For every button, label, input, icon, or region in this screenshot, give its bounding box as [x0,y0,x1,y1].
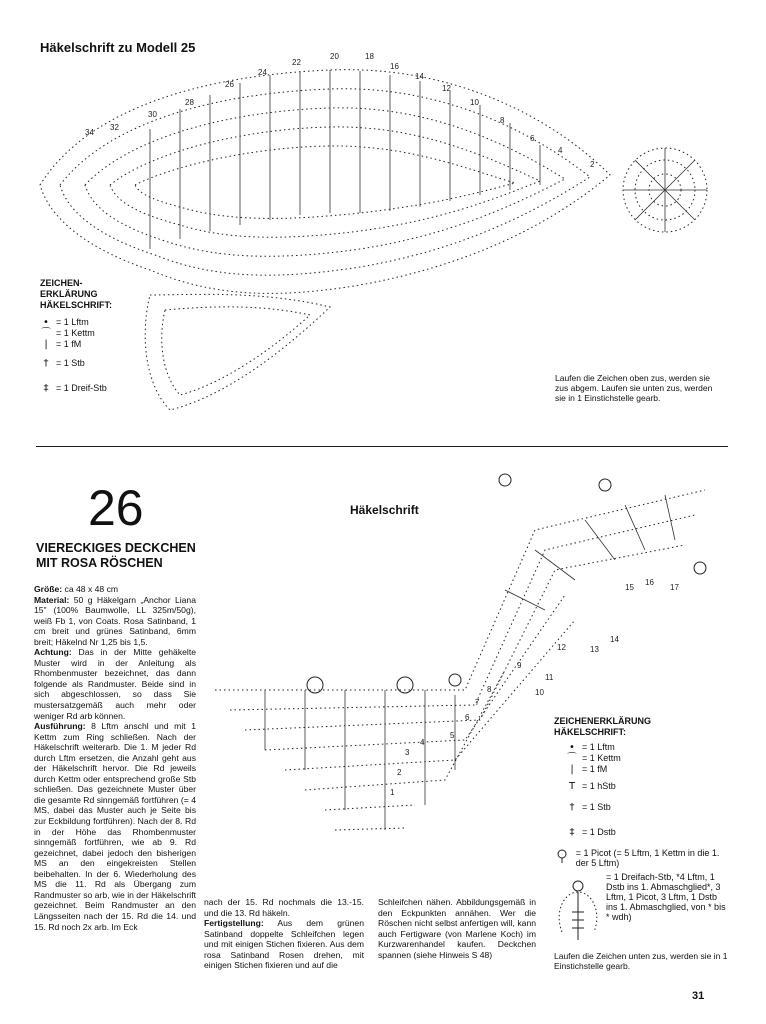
chart-title: Häkelschrift [350,503,419,517]
model26-legend-note: Laufen die Zeichen unten zus, werden sie in 1 Einstichstelle gearb. [554,951,728,971]
round-label: 30 [148,110,157,119]
round-label: 13 [590,645,599,654]
round-label: 1 [390,788,395,797]
round-label: 10 [470,98,479,107]
round-label: 2 [397,768,402,777]
round-label: 9 [517,661,522,670]
round-label: 6 [530,134,535,143]
round-label: 5 [450,731,455,740]
legend-item: ‡ = 1 Dstb [569,827,616,838]
round-label: 14 [610,635,619,644]
legend-item: † = 1 Stb [569,802,611,813]
instructions-col-3: Schleifchen nähen. Abbildungsgemäß in den Eckpunkten annähen. Wer die Röschen nicht selbst anfertigen will, kann auch Fertigware (von Marlene Koch) im Kurzwarenhandel kaufen. Deckchen spannen (siehe Hinweis S 48) [378,897,536,960]
instructions-col-2: nach der 15. Rd nochmals die 13.-15. und die 13. Rd häkeln. Fertigstellung: Aus dem grünen Satinband doppelte Schleifchen legen und mit einigen Stichen fixieren. Aus dem rosa Satinband Rosen drehen, mit einigen Stichen fixieren und auf die [204,897,364,971]
round-label: 24 [258,68,267,77]
round-label: 20 [330,52,339,61]
round-label: 12 [442,84,451,93]
round-label: 14 [415,72,424,81]
round-label: 3 [405,748,410,757]
round-label: 32 [110,123,119,132]
round-label: 2 [590,160,595,169]
round-label: 16 [390,62,399,71]
legend-title: ZEICHEN- ERKLÄRUNG HÄKELSCHRIFT: [40,278,112,310]
legend-item: • = 1 Lftm [569,742,615,753]
legend-item: | = 1 fM [570,764,608,775]
legend-item: † = 1 Stb [43,358,85,369]
round-label: 28 [185,98,194,107]
round-label: 12 [557,643,566,652]
round-label: 10 [535,688,544,697]
round-label: 8 [487,685,492,694]
dreifach-legend: = 1 Dreifach-Stb, *4 Lftm, 1 Dstb ins 1. Abmaschglied*, 3 Lftm, 1 Picot, 3 Lftm, 1 Dstb ins 1. Abmaschglied, von * bis * wdh) [554,872,729,947]
legend-item: T = 1 hStb [568,781,616,792]
model26-legend [554,716,729,971]
round-label: 4 [558,146,563,155]
round-label: 11 [545,673,554,682]
legend-item: ⌒ = 1 Kettm [41,328,95,339]
model-title: VIERECKIGES DECKCHEN MIT ROSA RÖSCHEN [36,541,196,570]
legend-title: ZEICHENERKLÄRUNG HÄKELSCHRIFT: [554,716,652,737]
round-label: 16 [645,578,654,587]
round-label: 18 [365,52,374,61]
top-note: Laufen die Zeichen oben zus, werden sie zus abgem. Laufen sie unten zus, werden sie in 1 Einstichstelle gearb. [555,373,713,403]
legend-item: • = 1 Lftm [43,317,89,328]
round-label: 15 [625,583,634,592]
round-label: 34 [85,128,94,137]
divider [36,446,728,447]
picot-legend: = 1 Picot (= 5 Lftm, 1 Kettm in die 1. der 5 Lftm) [554,848,729,868]
top-legend [40,278,160,394]
top-chart-title: Häkelschrift zu Modell 25 [40,40,196,55]
round-label: 4 [420,738,425,747]
round-label: 8 [500,116,505,125]
page-number: 31 [692,990,705,1002]
round-label: 17 [670,583,679,592]
round-label: 26 [225,80,234,89]
legend-item: | = 1 fM [44,339,82,350]
instructions-col-1: Größe: ca 48 x 48 cm Material: 50 g Häkelgarn „Anchor Liana 15" (100% Baumwolle, LL 325m/50g), weiß Fb 1, von Coats. Rosa Satinband, 1 cm breit und grünes Satinband, 6mm breit; Häkelnd Nr 1,25 bis 1,5. Achtung: Das in der Mitte gehäkelte Muster wird in der Anleitung als Rhombenmuster bezeichnet, das dann folgende als Randmuster. Beide sind in sich abgeschlossen, so dass Sie mustersatzgemäß auch mehr oder weniger Rd arb können. Ausführung: 8 Lftm anschl und mit 1 Kettm zum Ring schließen. Nach der Häkelschrift weiterarb. Die 1. M jeder Rd durch Lftm ersetzen, die Anzahl geht aus der Häkelschrift hervor. Die Rd jeweils durch Kettm oder entsprechend große Stb schließen. Das gezeichnete Muster über die gesamte Rd sinngemäß fortführen (= 4 MS, dabei das Muster auch je Seite bis zur Eckbildung fortführen). Nach der 8. Rd in der Höhe das Rhombenmuster sinngemäß fortführen, wie ab 9. Rd gezeichnet, dabei jedoch den bisherigen MS an den eingekreisten Stellen beibehalten. In der 6. Wiederholung des MS die 11. Rd als Übergang zum Randmuster so arb, wie in der Häkelschrift gezeichnet. Beim Randmuster an den Längsseiten nach der 15. Rd die 14. und 15. Rd noch 2x arb. Im Eck [34,584,196,932]
legend-item: ⌒ = 1 Kettm [567,753,621,764]
round-label: 7 [475,698,480,707]
dreifach-stb-icon [554,872,602,947]
round-label: 22 [292,58,301,67]
model-number: 26 [88,480,144,536]
round-label: 6 [465,713,470,722]
legend-item: ‡ = 1 Dreif-Stb [43,383,107,394]
picot-icon [554,848,572,867]
